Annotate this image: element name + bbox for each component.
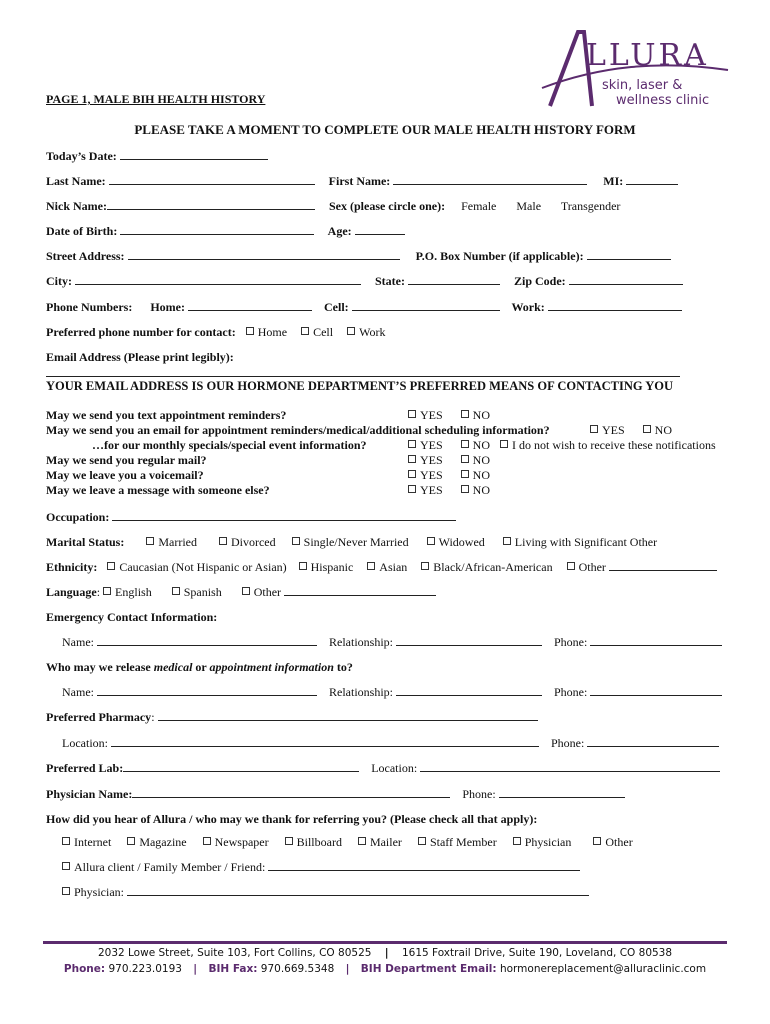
checkbox-icon: [62, 837, 70, 845]
checkbox-icon: [408, 410, 416, 418]
work-phone-label: Work:: [511, 300, 545, 314]
checkbox-icon: [367, 562, 375, 570]
pharmacy-location-label: Location:: [62, 736, 108, 750]
nick-name-label: Nick Name:: [46, 199, 107, 213]
occupation-row: [46, 509, 456, 525]
po-box-label: P.O. Box Number (if applicable):: [415, 249, 584, 263]
last-name-field[interactable]: [109, 173, 315, 185]
answer-row-1: [408, 408, 716, 423]
city-field[interactable]: [75, 273, 361, 285]
referral-magazine[interactable]: Magazine: [127, 834, 186, 850]
pharmacy-row: Preferred Pharmacy:: [46, 709, 538, 725]
lab-row: [46, 760, 720, 776]
marital-label: Marital Status:: [46, 535, 125, 549]
checkbox-icon: [358, 837, 366, 845]
answer-row-3: [408, 438, 716, 453]
pharmacy-location-field[interactable]: [111, 735, 539, 747]
checkbox-icon: [461, 440, 469, 448]
referral-mailer[interactable]: Mailer: [358, 834, 402, 850]
referral-newspaper[interactable]: Newspaper: [203, 834, 269, 850]
checkbox-icon: [203, 837, 211, 845]
checkbox-icon: [567, 562, 575, 570]
marital-row: [46, 534, 657, 550]
city-row: [46, 273, 683, 289]
emergency-name-label: Name:: [62, 635, 94, 649]
checkbox-icon: [107, 562, 115, 570]
phone-row: [46, 299, 682, 315]
marital-divorced[interactable]: Divorced: [219, 534, 276, 550]
checkbox-icon: [347, 327, 355, 335]
name-row: [46, 173, 678, 189]
language-label: Language: [46, 585, 97, 599]
checkbox-icon: [461, 485, 469, 493]
marital-married[interactable]: Married: [146, 534, 197, 550]
yes-option[interactable]: YES: [408, 408, 443, 423]
referral-friend[interactable]: Allura client / Family Member / Friend:: [62, 859, 265, 875]
answer-row-5: [408, 468, 716, 483]
referral-physician-row: [62, 884, 589, 900]
checkbox-icon: [593, 837, 601, 845]
email-row: [46, 349, 234, 365]
checkbox-icon: [500, 440, 508, 448]
language-other-field[interactable]: [284, 584, 436, 596]
no-option[interactable]: NO: [461, 468, 490, 483]
answer-column: [408, 408, 716, 498]
release-heading: Who may we release medical or appointment information to?: [46, 660, 353, 674]
street-row: [46, 248, 671, 264]
checkbox-icon: [292, 537, 300, 545]
lab-label: Preferred Lab:: [46, 761, 124, 775]
contact-heading: YOUR EMAIL ADDRESS IS OUR HORMONE DEPARTMENT’S PREFERRED MEANS OF CONTACTING YOU: [46, 379, 674, 393]
checkbox-icon: [219, 537, 227, 545]
yes-option[interactable]: YES: [590, 423, 625, 438]
zip-label: Zip Code:: [514, 274, 566, 288]
checkbox-icon: [503, 537, 511, 545]
referral-options-row: [62, 834, 633, 850]
question-text-reminders: May we send you text appointment reminders?: [46, 408, 287, 422]
no-option[interactable]: NO: [461, 438, 490, 453]
release-row: [62, 684, 722, 700]
cell-phone-label: Cell:: [324, 300, 349, 314]
emergency-relationship-label: Relationship:: [329, 635, 393, 649]
yes-option[interactable]: YES: [408, 468, 443, 483]
question-specials: …for our monthly specials/special event information?: [92, 438, 367, 452]
checkbox-icon: [408, 440, 416, 448]
lab-location-field[interactable]: [420, 760, 720, 772]
sex-option-female[interactable]: Female: [461, 199, 497, 213]
no-option[interactable]: NO: [461, 453, 490, 468]
sex-option-transgender[interactable]: Transgender: [560, 199, 621, 213]
street-field[interactable]: [128, 248, 400, 260]
preferred-contact-label: Preferred phone number for contact:: [46, 325, 236, 339]
release-phone-field[interactable]: [590, 684, 722, 696]
answer-row-4: [408, 453, 716, 468]
lab-location-label: Location:: [371, 761, 418, 775]
pharmacy-phone-label: Phone:: [550, 736, 585, 750]
marital-widowed[interactable]: Widowed: [427, 534, 485, 550]
no-option[interactable]: NO: [461, 483, 490, 498]
ethnicity-caucasian[interactable]: Caucasian (Not Hispanic or Asian): [107, 559, 286, 575]
ethnicity-asian[interactable]: Asian: [367, 559, 407, 575]
ethnicity-other[interactable]: Other: [567, 559, 606, 575]
referral-billboard[interactable]: Billboard: [285, 834, 342, 850]
lab-field[interactable]: [123, 760, 359, 772]
logo-tagline-2: wellness clinic: [616, 93, 710, 108]
question-message-someone: May we leave a message with someone else?: [46, 483, 270, 497]
language-row: Language: English Spanish Other: [46, 584, 436, 600]
pharmacy-location-row: [62, 735, 719, 751]
yes-option[interactable]: YES: [408, 453, 443, 468]
question-email-reminders: May we send you an email for appointment reminders/medical/additional scheduling information?: [46, 423, 550, 437]
emergency-phone-field[interactable]: [590, 634, 722, 646]
release-name-label: Name:: [62, 685, 94, 699]
checkbox-icon: [427, 537, 435, 545]
nick-sex-row: [46, 198, 620, 214]
checkbox-icon: [643, 425, 651, 433]
emergency-phone-label: Phone:: [554, 635, 588, 649]
state-label: State:: [375, 274, 405, 288]
home-phone-label: Home:: [150, 300, 185, 314]
physician-phone-field[interactable]: [499, 786, 625, 798]
release-phone-label: Phone:: [554, 685, 588, 699]
physician-field[interactable]: [132, 786, 450, 798]
occupation-label: Occupation:: [46, 510, 110, 524]
checkbox-icon: [62, 887, 70, 895]
referral-other[interactable]: Other: [593, 834, 632, 850]
cell-phone-field[interactable]: [352, 299, 500, 311]
checkbox-icon: [461, 410, 469, 418]
dob-field[interactable]: [120, 223, 314, 235]
contact-option-cell[interactable]: Cell: [301, 324, 333, 340]
physician-label: Physician Name:: [46, 787, 133, 801]
footer-address: 2032 Lowe Street, Suite 103, Fort Collins, CO 80525 | 1615 Foxtrail Drive, Suite 190, Loveland, CO 80538: [97, 947, 673, 959]
marital-significant-other[interactable]: Living with Significant Other: [503, 534, 657, 550]
occupation-field[interactable]: [112, 509, 456, 521]
todays-date-field[interactable]: [120, 148, 268, 160]
referral-question: How did you hear of Allura / who may we thank for referring you? (Please check all that apply):: [46, 812, 538, 826]
physician-row: [46, 786, 625, 802]
pharmacy-field[interactable]: [158, 709, 538, 721]
emergency-relationship-field[interactable]: [396, 634, 542, 646]
physician-phone-label: Phone:: [462, 787, 496, 801]
email-field[interactable]: [46, 376, 680, 377]
no-option[interactable]: NO: [461, 408, 490, 423]
checkbox-icon: [590, 425, 598, 433]
checkbox-icon: [461, 470, 469, 478]
language-other[interactable]: Other: [242, 584, 281, 600]
preferred-contact-row: [46, 324, 385, 340]
checkbox-icon: [408, 455, 416, 463]
checkbox-icon: [146, 537, 154, 545]
checkbox-icon: [408, 485, 416, 493]
checkbox-icon: [242, 587, 250, 595]
todays-date-label: Today’s Date:: [46, 149, 117, 163]
footer-divider: [43, 941, 727, 944]
referral-internet[interactable]: Internet: [62, 834, 111, 850]
footer-email-link[interactable]: hormonereplacement@alluraclinic.com: [499, 963, 707, 975]
email-answer: [590, 423, 672, 438]
marital-single[interactable]: Single/Never Married: [292, 534, 409, 550]
referral-physician-name[interactable]: Physician:: [62, 884, 124, 900]
ethnicity-other-field[interactable]: [609, 559, 717, 571]
dob-age-row: [46, 223, 405, 239]
ethnicity-black[interactable]: Black/African-American: [421, 559, 552, 575]
zip-field[interactable]: [569, 273, 683, 285]
allura-logo: [540, 26, 730, 112]
home-phone-field[interactable]: [188, 299, 312, 311]
first-name-label: First Name:: [328, 174, 391, 188]
state-field[interactable]: [408, 273, 500, 285]
footer-contact: Phone: 970.223.0193 | BIH Fax: 970.669.5348 | BIH Department Email: hormonereplacement@alluraclinic.com: [63, 963, 707, 975]
yes-option[interactable]: YES: [408, 438, 443, 453]
no-notifications-option[interactable]: I do not wish to receive these notifications: [500, 438, 716, 453]
emergency-row: [62, 634, 722, 650]
referral-physician-field[interactable]: [127, 884, 589, 896]
pharmacy-phone-field[interactable]: [587, 735, 719, 747]
referral-friend-field[interactable]: [268, 859, 580, 871]
page-label: PAGE 1, MALE BIH HEALTH HISTORY: [46, 92, 266, 106]
sex-option-male[interactable]: Male: [516, 199, 542, 213]
ethnicity-label: Ethnicity:: [46, 560, 98, 574]
ethnicity-row: [46, 559, 717, 575]
checkbox-icon: [246, 327, 254, 335]
email-label: Email Address (Please print legibly):: [46, 350, 234, 364]
pharmacy-label: Preferred Pharmacy: [46, 710, 152, 724]
logo-wordmark: LLURA: [586, 38, 709, 73]
referral-friend-row: [62, 859, 580, 875]
answer-row-6: [408, 483, 716, 498]
no-option[interactable]: NO: [643, 423, 672, 438]
sex-label: Sex (please circle one):: [328, 199, 446, 213]
checkbox-icon: [301, 327, 309, 335]
checkbox-icon: [461, 455, 469, 463]
release-name-field[interactable]: [97, 684, 317, 696]
todays-date-row: [46, 148, 268, 164]
dob-label: Date of Birth:: [46, 224, 118, 238]
street-label: Street Address:: [46, 249, 125, 263]
release-relationship-label: Relationship:: [329, 685, 393, 699]
checkbox-icon: [62, 862, 70, 870]
checkbox-icon: [285, 837, 293, 845]
checkbox-icon: [299, 562, 307, 570]
checkbox-icon: [103, 587, 111, 595]
last-name-label: Last Name:: [46, 174, 106, 188]
form-title: PLEASE TAKE A MOMENT TO COMPLETE OUR MALE HEALTH HISTORY FORM: [134, 122, 636, 137]
checkbox-icon: [421, 562, 429, 570]
question-voicemail: May we leave you a voicemail?: [46, 468, 204, 482]
mi-field[interactable]: [626, 173, 678, 185]
ethnicity-hispanic[interactable]: Hispanic: [299, 559, 354, 575]
checkbox-icon: [127, 837, 135, 845]
referral-physician[interactable]: Physician: [513, 834, 572, 850]
language-spanish[interactable]: Spanish: [172, 584, 222, 600]
referral-staff[interactable]: Staff Member: [418, 834, 497, 850]
contact-option-home[interactable]: Home: [246, 324, 287, 340]
age-label: Age:: [327, 224, 352, 238]
logo-tagline-1: skin, laser &: [602, 78, 683, 93]
first-name-field[interactable]: [393, 173, 587, 185]
age-field[interactable]: [355, 223, 405, 235]
checkbox-icon: [172, 587, 180, 595]
work-phone-field[interactable]: [548, 299, 682, 311]
po-box-field[interactable]: [587, 248, 671, 260]
checkbox-icon: [513, 837, 521, 845]
emergency-heading: Emergency Contact Information:: [46, 610, 218, 624]
question-regular-mail: May we send you regular mail?: [46, 453, 207, 467]
yes-option[interactable]: YES: [408, 483, 443, 498]
checkbox-icon: [408, 470, 416, 478]
phone-numbers-label: Phone Numbers:: [46, 300, 133, 314]
release-relationship-field[interactable]: [396, 684, 542, 696]
language-english[interactable]: English: [103, 584, 152, 600]
contact-option-work[interactable]: Work: [347, 324, 385, 340]
emergency-name-field[interactable]: [97, 634, 317, 646]
checkbox-icon: [418, 837, 426, 845]
nick-name-field[interactable]: [107, 198, 315, 210]
mi-label: MI:: [603, 174, 624, 188]
city-label: City:: [46, 274, 72, 288]
